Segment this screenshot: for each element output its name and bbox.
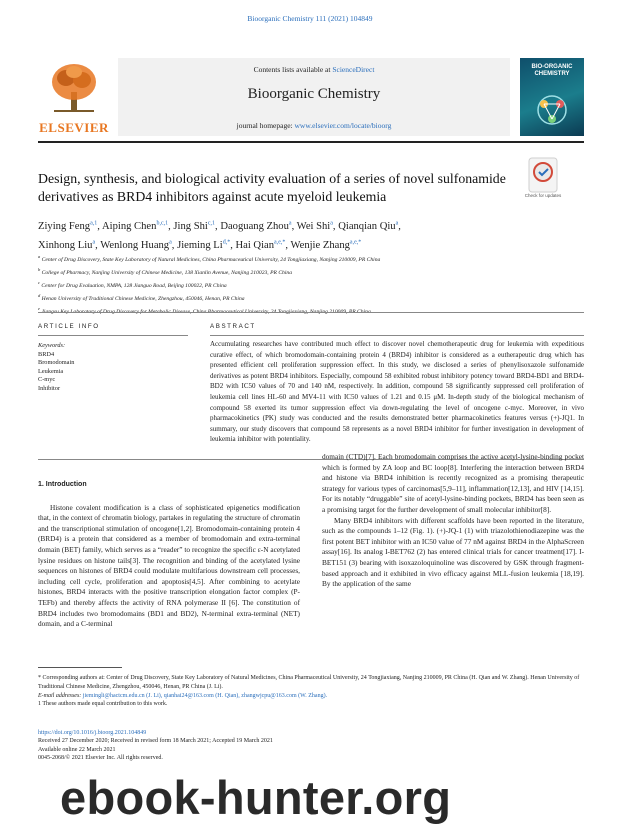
keyword-item[interactable]: Bromodomain bbox=[38, 359, 75, 367]
sciencedirect-link[interactable]: ScienceDirect bbox=[332, 65, 375, 74]
contents-line bbox=[118, 65, 510, 74]
body-paragraph: domain (CTD)[7]. Each bromodomain comprises the active acetyl-lysine-binding pocket which is formed by ZA loop and BC loop[8]. Interfering the interaction between BRD4 and histone via BRD4 inhibition is recently recognized as a promising therapeutic strategy for various types of carcinomas[5,9–11], inflammation[12,13], and HIV [14,15]. For its notably “druggable” site of acetyl-lysine-binding pockets, BRD4 has been seen as a promising target for the further development of small molecular inhibitor[8]. bbox=[322, 452, 584, 514]
author-item[interactable]: Wenlong Huang$^a$, bbox=[100, 239, 178, 252]
homepage-prefix: journal homepage: bbox=[236, 121, 295, 130]
keywords-block bbox=[38, 342, 188, 394]
footnote-divider bbox=[38, 667, 122, 668]
journal-header-band bbox=[118, 58, 510, 136]
author-list bbox=[38, 215, 584, 254]
equal-contribution-note: 1 These authors made equal contribution to this work. bbox=[38, 701, 168, 708]
copyright: 0045-2068/© 2021 Elsevier Inc. All rights reserved. bbox=[38, 755, 163, 762]
contents-prefix: Contents lists available at bbox=[253, 65, 333, 74]
affiliation-item: $^a$ Center of Drug Discovery, State Key Laboratory of Natural Medicines, China Pharmaceutical University, 24 Tongjiaxiang, Nanjing 210009, PR China bbox=[38, 254, 381, 263]
author-item[interactable]: Jieming $Li^{d,*}$, bbox=[177, 239, 236, 252]
journal-title: Bioorganic Chemistry bbox=[247, 86, 381, 102]
masthead bbox=[38, 58, 584, 136]
publisher-name: ELSEVIER bbox=[39, 120, 109, 135]
received-dates: Received 27 December 2020; Received in revised form 18 March 2021; Accepted 19 March 2021 bbox=[38, 738, 273, 745]
elsevier-logo[interactable] bbox=[38, 58, 110, 136]
email-note bbox=[38, 692, 584, 701]
section-divider bbox=[38, 312, 584, 313]
homepage-line bbox=[118, 121, 510, 130]
body-paragraph: Many BRD4 inhibitors with different scaffolds have been reported in the literature, such as the compounds 1–12 (Fig. 1). (+)-JQ-1 (1) with triazolothienodiazepine was the first potent BET inhibitor with an IC50 value of 77 nM against BRD4 in the AlphaScreen assay[16]. Its analog I-BET762 (2) has entered clinical trials for cancer treatment[17]. I-BET151 (3) bearing with isoxazoloquinoline was discovered by GSK through fragment-based approach and it exhibited in vivo efficacy against MLL-fusion leukemia [18,19]. By the application of the same bbox=[322, 515, 584, 589]
body-paragraph: Histone covalent modification is a class of sophisticated epigenetics modification that, in the context of chromatin biology, partakes in regulating the structure of chromatin and the transcriptional stimulation of oncogene[1,2]. Bromodomain-containing protein 4 (BRD4) is a protein that considered as a member of bromodomain and extra-terminal domain (BET) family, which serves as a “reader” to recognize the specific ε-N acetylated lysine residues on histone tails[3]. The recognition and binding of the acetylated lysine sequences on histones of BRD4 could modulate multifarious downstream cell processes, including cell cycle, proliferation and apoptosis[4,5]. After combining to acetylate histones, BRD4 interacts with the positive transcription elongation factor complex (P-TEFb) and thereby affects the activity of RNA polymerase II [6]. The constitution of BRD4 includes two bromodomains (BD1 and BD2), N-terminal extra-terminal (NET) domain, and a C-terminal bbox=[38, 502, 300, 629]
author-item[interactable]: Xinhong Liu$^a$, bbox=[38, 239, 101, 252]
affiliation-item: $^b$ College of Pharmacy, Nanjing University of Chinese Medicine, 138 Xianlin Avenue, Nanjing 210023, PR China bbox=[38, 267, 292, 276]
article-info-heading: ARTICLE INFO bbox=[38, 323, 100, 330]
check-for-updates-label[interactable]: Check for updates bbox=[524, 193, 562, 198]
keywords-label: Keywords: bbox=[38, 342, 66, 349]
author-item[interactable]: Qianqian Qiu$^a$, bbox=[338, 220, 401, 232]
affiliation-item: $^d$ Henan University of Traditional Chinese Medicine, Zhengzhou, 450046, Henan, PR China bbox=[38, 293, 245, 303]
article-title: Design, synthesis, and biological activity evaluation of a series of novel sulfonamide derivatives as BRD4 inhibitors against acute myeloid leukemia bbox=[38, 171, 506, 204]
author-item[interactable]: Jing Shi$^{c,1}$, bbox=[173, 220, 221, 232]
email-addresses[interactable]: jiemingli@hactcm.edu.cn (J. Li), qianhai24@163.com (H. Qian), zhangwjcpu@163.com (W. Zhang). bbox=[82, 692, 328, 699]
affiliation-item: $^c$ Center for Drug Evaluation, NMPA, 128 Jianguo Road, Beijing 100022, PR China bbox=[38, 280, 227, 289]
corresponding-author-note: * Corresponding authors at: Center of Drug Discovery, State Key Laboratory of Natural Medicines, China Pharmaceutical University, 24 Tongjiaxiang, Nanjing 210009, PR China (H. Qian and W. Zhang). Henan University of Traditional Chinese Medicine, Zhengzhou, 450046, Henan, PR China (J. Li). bbox=[38, 675, 580, 690]
affiliation-item: e bbox=[38, 306, 40, 312]
author-item[interactable]: Wei Shi$^a$, bbox=[296, 220, 339, 232]
author-item[interactable]: Hai Qian$^{a,e,*}$, bbox=[235, 239, 291, 252]
check-for-updates-icon[interactable] bbox=[528, 157, 558, 193]
cover-title: BIO-ORGANIC CHEMISTRY bbox=[531, 64, 573, 77]
keyword-item[interactable]: Leukemia bbox=[38, 367, 64, 375]
keyword-item[interactable]: C-myc bbox=[38, 376, 56, 384]
molecule-icon bbox=[534, 92, 570, 128]
author-item[interactable]: Daoguang Zhou$^a$, bbox=[220, 220, 297, 232]
introduction-heading: 1. Introduction bbox=[38, 481, 87, 488]
available-online: Available online 22 March 2021 bbox=[38, 746, 116, 753]
homepage-link[interactable]: www.elsevier.com/locate/bioorg bbox=[294, 121, 392, 130]
body-right-column bbox=[322, 452, 584, 590]
abstract-divider bbox=[210, 335, 584, 336]
journal-cover[interactable] bbox=[520, 58, 584, 136]
keyword-item[interactable]: BRD4 bbox=[38, 350, 55, 358]
affiliations bbox=[38, 252, 584, 317]
footnotes bbox=[38, 674, 584, 709]
abstract-heading: ABSTRACT bbox=[210, 323, 256, 330]
author-item[interactable]: Ziying Feng$^{a,1}$, bbox=[38, 220, 102, 232]
author-item[interactable]: Aiping Chen$^{b,c,1}$, bbox=[101, 220, 174, 232]
journal-reference[interactable]: Bioorganic Chemistry 111 (2021) 104849 bbox=[247, 14, 373, 23]
author-item[interactable]: Wenjie Zhang$^{a,e,*}$ bbox=[290, 239, 362, 252]
elsevier-tree-icon bbox=[50, 62, 98, 114]
watermark: ebook-hunter.org bbox=[60, 771, 452, 824]
keyword-item[interactable]: Inhibitor bbox=[38, 384, 61, 392]
email-label: E-mail addresses: bbox=[38, 692, 83, 699]
header-divider bbox=[38, 141, 584, 143]
publication-info bbox=[38, 729, 338, 763]
doi-link[interactable]: https://doi.org/10.1016/j.bioorg.2021.104849 bbox=[38, 730, 147, 736]
body-left-column bbox=[38, 480, 300, 630]
article-info-divider bbox=[38, 335, 188, 336]
abstract-text: Accumulating researches have contributed much effect to discover novel chemotherapeutic drug for leukemia with expeditious curative effect, of which bromodomain-containing protein 4 (BRD4) inhibitor is considered as a eutherapeutic drug which has presented efficient cell proliferation suppression effect. In this study, we disclosed a series of phenylisoxazole sulfonamide derivatives as potent BRD4 inhibitors. Especially, compound 58 exhibited robust inhibitory potency toward BRD4-BD1 and BRD4-BD2 with IC50 values of 70 and 140 nM, respectively. In addition, compound 58 significantly suppressed cell proliferation of leukemia cell lines HL-60 and MV4-11 with IC50 values of 1.21 and 0.15 μM. In-depth study of the biological mechanism of compound 58 exerted its tumor suppression effect via down-regulating the level of oncogene c-myc. Moreover, in vivo pharmacokinetics (PK) study was conducted and the results demonstrated better pharmacokinetics features versus (+)-JQ1. In summary, our study discovers that compound 58 represents as a novel BRD4 inhibitor for further investigation in development of leukemia inhibitor with potentiality. bbox=[210, 340, 584, 444]
